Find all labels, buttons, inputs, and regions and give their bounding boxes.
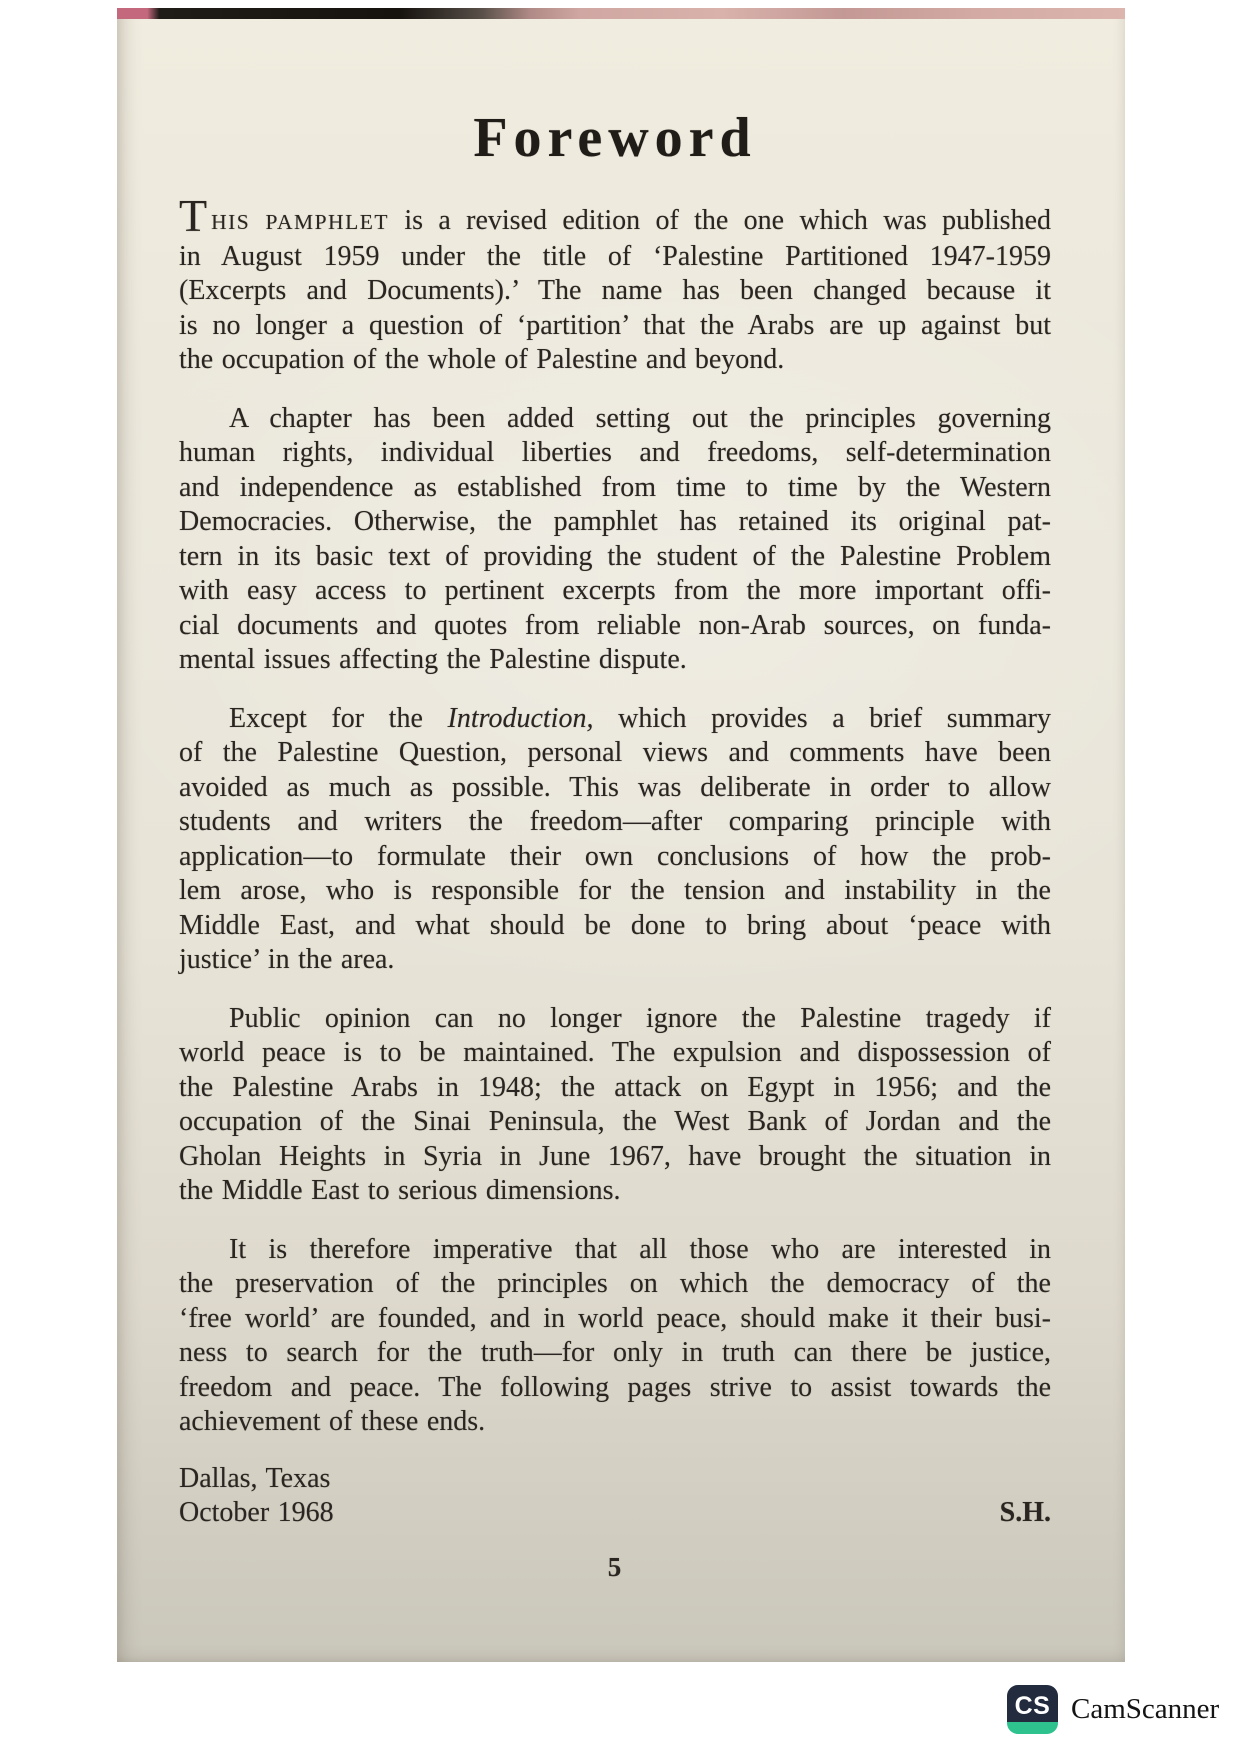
paragraph-4 — [179, 1002, 1051, 1209]
text-line: in August 1959 under the title of ‘Palestine Partitioned 1947-1959 — [179, 240, 1051, 272]
text-line: the occupation of the whole of Palestine and beyond. — [179, 344, 785, 375]
small-caps-text: HIS PAMPHLET — [211, 210, 389, 234]
signature-block — [179, 1462, 1051, 1531]
signature-place: Dallas, Texas — [179, 1462, 331, 1494]
text-line: Middle East, and what should be done to bring about ‘peace with — [179, 909, 1051, 941]
text-span: Except for the — [229, 702, 448, 734]
paragraph-1 — [179, 190, 1052, 378]
raised-initial-cap: T — [179, 190, 208, 241]
text-line: and independence as established from time to time by the Western — [179, 471, 1051, 503]
camscanner-icon: CS — [1007, 1685, 1058, 1734]
text-line: application—to formulate their own conclusions of how the prob- — [179, 840, 1051, 872]
text-line: A chapter has been added setting out the principles governing — [229, 402, 1051, 434]
page-title: Foreword — [473, 107, 757, 169]
text-line: justice’ in the area. — [179, 944, 395, 975]
signature-initials: S.H. — [999, 1497, 1051, 1528]
text-span: which provides a brief summary — [593, 702, 1051, 734]
italic-text: Introduction, — [447, 702, 594, 734]
text-line: It is therefore imperative that all those who are interested in — [229, 1233, 1051, 1265]
text-line: cial documents and quotes from reliable non-Arab sources, on funda- — [179, 609, 1051, 641]
text-line: tern in its basic text of providing the student of the Palestine Problem — [179, 540, 1051, 572]
text-span: is a revised edition of the one which was published — [389, 205, 1052, 236]
text-line: freedom and peace. The following pages strive to assist towards the — [179, 1371, 1051, 1403]
text-line: achievement of these ends. — [179, 1406, 486, 1437]
text-line: world peace is to be maintained. The expulsion and dispossession of — [179, 1037, 1051, 1068]
paragraph-3 — [179, 702, 1051, 978]
text-line: with easy access to pertinent excerpts from the more important offi- — [179, 575, 1051, 606]
paragraph-2 — [179, 402, 1051, 678]
camscanner-label: CamScanner — [1071, 1693, 1220, 1725]
text-line: ness to search for the truth—for only in truth can there be justice, — [179, 1337, 1051, 1368]
page-number: 5 — [607, 1551, 623, 1582]
text-line: (Excerpts and Documents).’ The name has been changed because it — [179, 275, 1051, 306]
signature-date: October 1968 — [179, 1497, 334, 1528]
text-line: mental issues affecting the Palestine dispute. — [179, 644, 687, 675]
signature-place-date — [179, 1462, 334, 1531]
text-line: the Middle East to serious dimensions. — [179, 1175, 621, 1206]
text-line: the Palestine Arabs in 1948; the attack on Egypt in 1956; and the — [179, 1071, 1051, 1103]
text-line: ‘free world’ are founded, and in world peace, should make it their busi- — [179, 1302, 1051, 1334]
text-line: Democracies. Otherwise, the pamphlet has retained its original pat- — [179, 506, 1051, 537]
camscanner-watermark — [1007, 1685, 1219, 1734]
text-line: occupation of the Sinai Peninsula, the West Bank of Jordan and the — [179, 1106, 1051, 1137]
text-line: avoided as much as possible. This was deliberate in order to allow — [179, 771, 1051, 803]
text-line — [179, 190, 1052, 241]
text-line: is no longer a question of ‘partition’ that the Arabs are up against but — [179, 309, 1051, 341]
text-line: Gholan Heights in Syria in June 1967, have brought the situation in — [179, 1140, 1051, 1172]
text-line: the preservation of the principles on which the democracy of the — [179, 1268, 1051, 1299]
text-line: lem arose, who is responsible for the tension and instability in the — [179, 875, 1051, 906]
text-line: Public opinion can no longer ignore the Palestine tragedy if — [229, 1002, 1051, 1034]
text-line — [179, 702, 1051, 737]
paragraph-5 — [179, 1233, 1051, 1440]
text-line: human rights, individual liberties and freedoms, self-determination — [179, 437, 1051, 468]
page-content — [179, 8, 1051, 1583]
text-line: students and writers the freedom—after comparing principle with — [179, 806, 1051, 837]
book-page — [117, 8, 1125, 1662]
text-line: of the Palestine Question, personal views and comments have been — [179, 737, 1051, 768]
